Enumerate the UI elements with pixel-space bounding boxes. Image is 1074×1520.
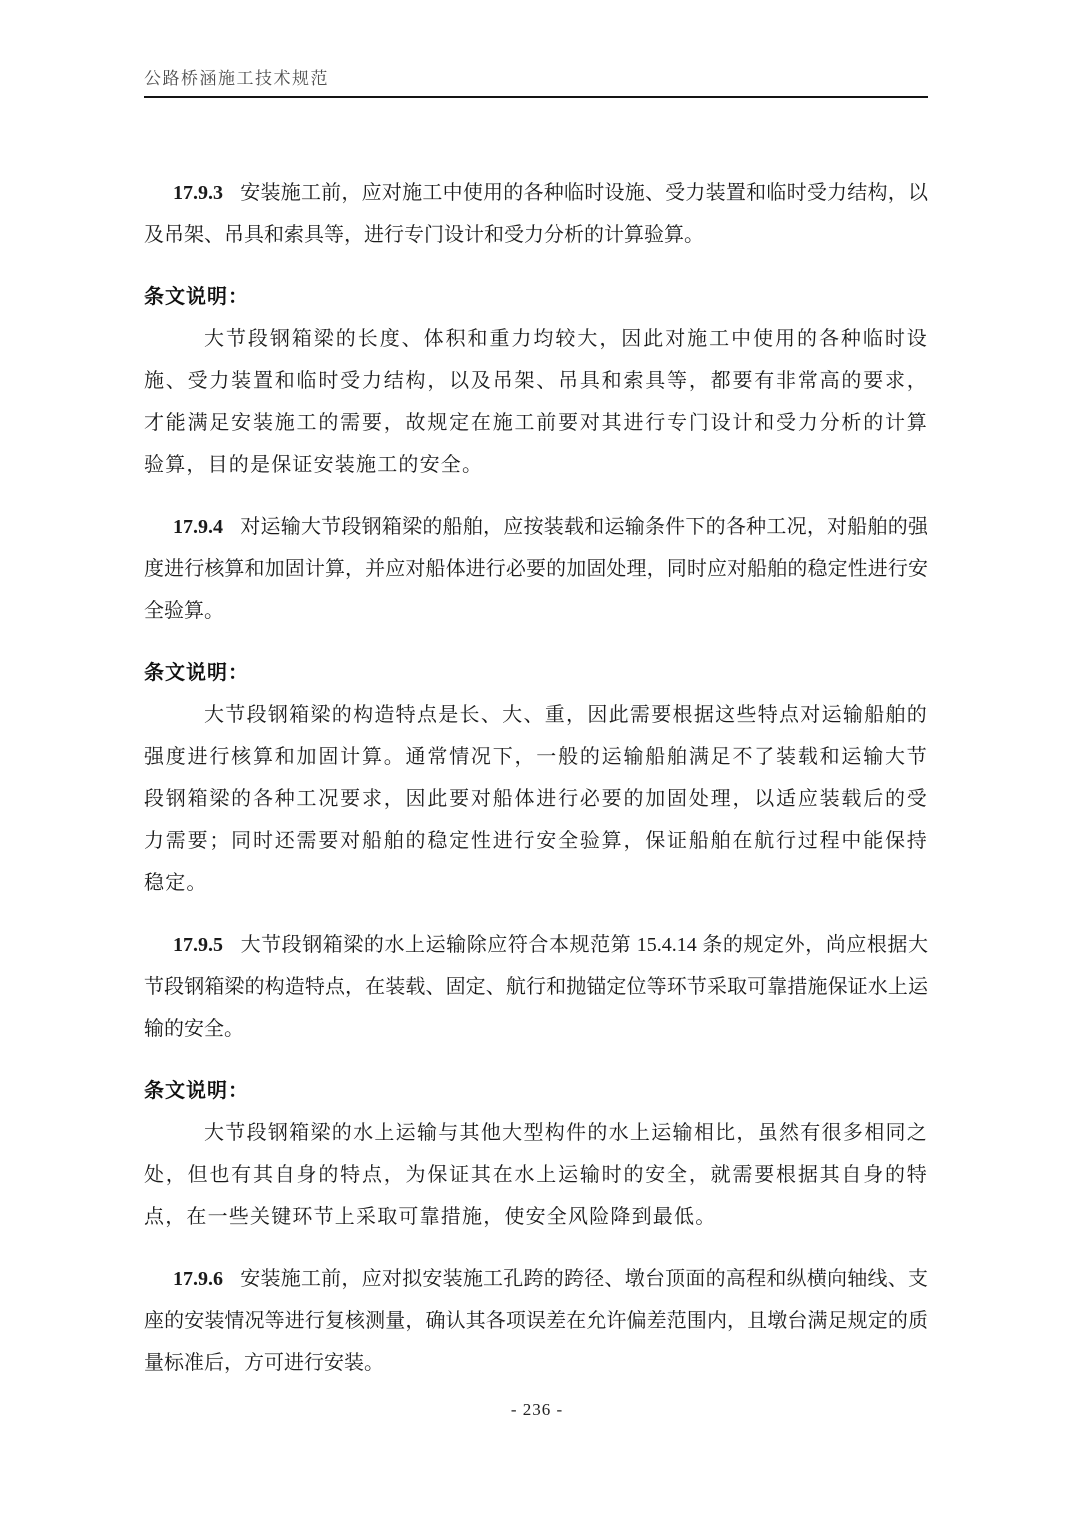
commentary-label: 条文说明： bbox=[144, 286, 249, 308]
clause-number: 17.9.6 bbox=[173, 1268, 223, 1290]
clause-17-9-5 bbox=[144, 924, 928, 1050]
clause-text: 安装施工前，应对施工中使用的各种临时设施、受力装置和临时受力结构，以及吊架、吊具和索具等，进行专门设计和受力分析的计算验算。 bbox=[144, 182, 928, 246]
clause-17-9-3 bbox=[144, 172, 928, 256]
page-header bbox=[144, 64, 928, 98]
clause-number: 17.9.5 bbox=[173, 934, 223, 956]
commentary-text: 大节段钢箱梁的长度、体积和重力均较大，因此对施工中使用的各种临时设施、受力装置和临时受力结构，以及吊架、吊具和索具等，都要有非常高的要求，才能满足安装施工的需要，故规定在施工前要对其进行专门设计和受力分析的计算验算，目的是保证安装施工的安全。 bbox=[144, 328, 928, 476]
clause-17-9-4 bbox=[144, 506, 928, 632]
page-number: - 236 - bbox=[510, 1400, 564, 1419]
clause-text: 大节段钢箱梁的水上运输除应符合本规范第 15.4.14 条的规定外，尚应根据大节段钢箱梁的构造特点，在装载、固定、航行和抛锚定位等环节采取可靠措施保证水上运输的安全。 bbox=[144, 934, 928, 1040]
clause-number: 17.9.4 bbox=[173, 516, 223, 538]
clause-17-9-6 bbox=[144, 1258, 928, 1384]
commentary-label: 条文说明： bbox=[144, 662, 249, 684]
document-content bbox=[144, 172, 928, 1384]
commentary-text: 大节段钢箱梁的水上运输与其他大型构件的水上运输相比，虽然有很多相同之处，但也有其自身的特点，为保证其在水上运输时的安全，就需要根据其自身的特点，在一些关键环节上采取可靠措施，使安全风险降到最低。 bbox=[144, 1122, 928, 1228]
clause-text: 安装施工前，应对拟安装施工孔跨的跨径、墩台顶面的高程和纵横向轴线、支座的安装情况等进行复核测量，确认其各项误差在允许偏差范围内，且墩台满足规定的质量标准后，方可进行安装。 bbox=[144, 1268, 928, 1374]
commentary-text: 大节段钢箱梁的构造特点是长、大、重，因此需要根据这些特点对运输船舶的强度进行核算和加固计算。通常情况下，一般的运输船舶满足不了装载和运输大节段钢箱梁的各种工况要求，因此要对船体进行必要的加固处理，以适应装载后的受力需要；同时还需要对船舶的稳定性进行安全验算，保证船舶在航行过程中能保持稳定。 bbox=[144, 704, 928, 894]
clause-text: 对运输大节段钢箱梁的船舶，应按装载和运输条件下的各种工况，对船舶的强度进行核算和加固计算，并应对船体进行必要的加固处理，同时应对船舶的稳定性进行安全验算。 bbox=[144, 516, 928, 622]
commentary-label: 条文说明： bbox=[144, 1080, 249, 1102]
clause-number: 17.9.3 bbox=[173, 182, 223, 204]
header-title: 公路桥涵施工技术规范 bbox=[144, 69, 329, 88]
